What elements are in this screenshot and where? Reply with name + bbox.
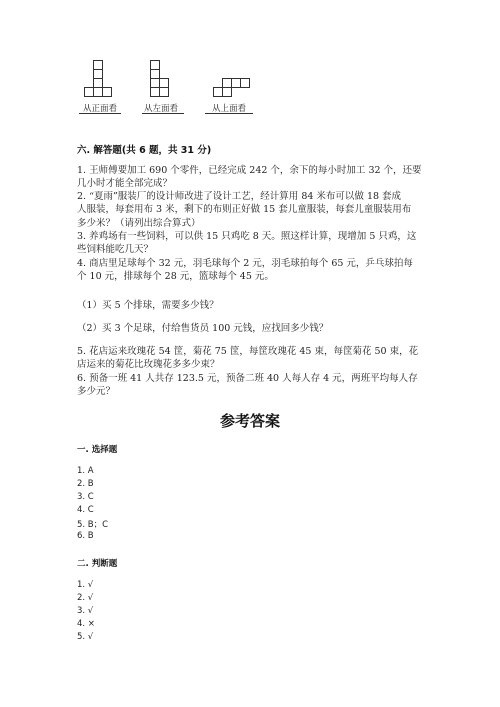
- left-view-figure: [146, 58, 176, 102]
- question-5: 5. 花店运来玫瑰花 54 筐，菊花 75 筐，每筐玫瑰花 45 束，每筐菊花 50 束，花 店运来的菊花比玫瑰花多多少束？: [77, 346, 419, 371]
- choice-answer: 1. A: [77, 466, 94, 476]
- left-view-label: 从左面看: [143, 104, 178, 114]
- question-2: 2. “夏雨”服装厂的设计师改进了设计工艺，经计算用 84 米布可以做 18 套成 人服装，每套用布 3 米，剩下的布则正好做 15 套儿童服装，每套儿童服装用布 多少米？（请列出综合算式）: [77, 191, 412, 229]
- judge-answer: 1. √: [77, 580, 94, 590]
- choice-answer: 4. C: [77, 505, 94, 515]
- question-4: 4. 商店里足球每个 32 元，羽毛球每个 2 元，羽毛球拍每个 65 元，乒乓球拍每 个 10 元，排球每个 28 元，篮球每个 45 元。: [77, 258, 413, 283]
- top-view-label: 从上面看: [211, 104, 246, 114]
- left-view-underline: [142, 113, 184, 114]
- judge-answer: 3. √: [77, 606, 94, 616]
- top-view-underline: [205, 113, 253, 114]
- answers-title: 参考答案: [219, 412, 280, 430]
- choice-answer: 2. B: [77, 479, 94, 489]
- choice-answer: 6. B: [77, 531, 94, 541]
- question-1: 1. 王师傅要加工 690 个零件，已经完成 242 个，余下的每小时加工 32 个，还要 几小时才能全部完成？: [77, 165, 422, 190]
- judge-answer: 4. ×: [77, 619, 95, 629]
- section6-heading: 六. 解答题(共 6 题，共 31 分): [77, 145, 212, 156]
- question-4-sub-1: （1）买 5 个排球，需要多少钱？: [77, 300, 219, 311]
- choice-answer: 3. C: [77, 492, 94, 502]
- judge-answer: 5. √: [77, 632, 94, 642]
- judge-answer: 2. √: [77, 593, 94, 603]
- choice-heading: 一. 选择题: [77, 445, 118, 455]
- top-view-figure: [205, 58, 253, 102]
- front-view-figure: [83, 58, 113, 102]
- front-view-underline: [79, 113, 121, 114]
- question-3: 3. 养鸡场有一些饲料，可以供 15 只鸡吃 8 天。照这样计算，现增加 5 只鸡，这 些饲料能吃几天？: [77, 231, 417, 256]
- judge-heading: 二. 判断题: [77, 559, 118, 569]
- choice-answer: 5. B；C: [77, 520, 109, 530]
- front-view-label: 从正面看: [82, 104, 117, 114]
- question-6: 6. 预备一班 41 人共存 123.5 元，预备二班 40 人每人存 4 元，两班平均每人存 多少元？: [77, 373, 418, 398]
- question-4-sub-2: （2）买 3 个足球，付给售货员 100 元钱，应找回多少钱？: [77, 323, 329, 334]
